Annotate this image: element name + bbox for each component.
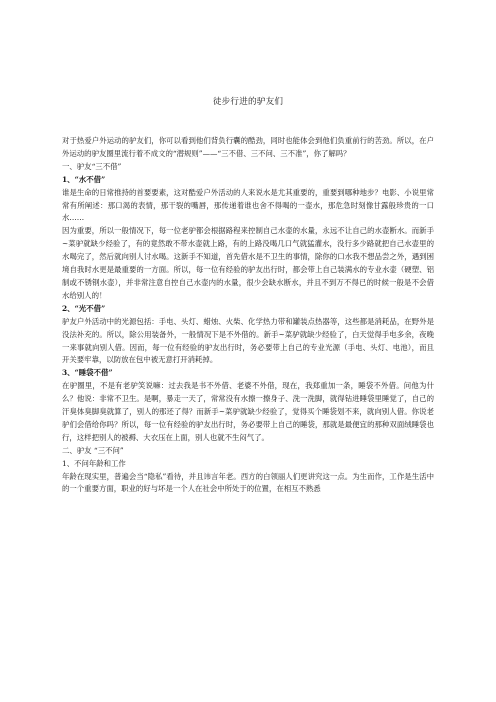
body-paragraph: 驴友户外活动中的光源包括：手电、头灯、蜡烛、火柴、化学热力带和罐装点热器等，这些都是消耗品，在野外是没法补充的。所以，除公用装备外，一般情况下是不外借的。新手~菜驴就缺少经验了，白天觉得手电多余，夜晚一来事就向别人借。因而，每一位有经验的驴友出行时，务必要带上自己的专业光源（手电、头灯、电池），而且开关要牢靠，以防放在包中被无意打开消耗掉。: [62, 316, 434, 365]
subsection-heading: 1、不问年龄和工作: [62, 458, 126, 468]
subsection-heading: 3、“睡袋不借”: [62, 368, 113, 378]
section-heading: 一、驴友“三不借”: [62, 161, 122, 171]
subsection-heading: 1、“水不借”: [62, 174, 106, 184]
body-paragraph: 在驴圈里，不是有老驴笑说嘛：过去我是书不外借、老婆不外借，现在，我郑重加一条，睡袋不外借。问他为什么？他说：非常不卫生。是啊，暴走一天了，常常没有水擦一擦身子、洗一洗脚，就得钻进睡袋里睡觉了，自己的汗臭体臭脚臭就算了，别人的那还了得？而新手~菜驴就缺少经验了，觉得买个睡袋划不来，就向别人借。你说老驴们会借给你吗？所以，每一位有经验的驴友出行时，务必要带上自己的睡袋，那就是最便宜的那种双面绒睡袋也行，这样把别人的被褥、大衣压在上面，别人也就不生闷气了。: [62, 381, 434, 442]
document-title: 徒步行进的驴友们: [212, 97, 284, 107]
body-paragraph: 因为重要，所以一般情况下，每一位老驴都会根据路程来控制自己水壶的水量，永远不让自己的水壶断水。而新手~菜驴就缺少经验了，有的竟然敢不带水壶就上路，有的上路没喝几口气就猛灌水，没行多少路就把自己水壶里的水喝完了，然后就向别人讨水喝。这新手不知道，首先借水是不卫生的事情，除你的口水我不想品尝之外，遇到困境自我时水更是最重要的一方面。所以，每一位有经验的驴友出行时，都会带上自己装满水的专业水壶（硬塑、铝制或不锈钢水壶），并非常注意自控自己水壶内的水量，很少会缺水断水，并且不到万不得已的时候一般是不会借水给别人的！: [62, 226, 434, 300]
section-heading: 二、驴友 “三不问”: [62, 445, 124, 455]
body-paragraph: 年龄在现实里，普遍会当“隐私”看待，并且讳言年老。西方的白领丽人们更讲究这一点。为生而作，工作是生活中的一个重要方面，职业的好与坏是一个人在社会中所处于的位置，在相互不熟悉: [62, 471, 434, 494]
subsection-heading: 2、“光不借”: [62, 303, 106, 313]
body-paragraph: 谁是生命的日常推持的首要要素，这对酷爱户外活动的人来说水是尤其重要的，重要到哪种地步？电影、小说里常常有所阐述：那口渴的表情，那干裂的嘴唇，那传递着谁也舍不得喝的一壶水，那危急时刻像甘露般珍贵的一口水……: [62, 187, 434, 223]
document-body: [62, 135, 434, 496]
intro-paragraph: 对于热爱户外运动的驴友们，你可以看到他们背负行囊的酷劲，同时也能体会到他们负重前行的苦劲。所以，在户外运动的驴友圈里流行着不成文的“潜规则”——“三不借、三不问、三不准”，你了解吗？: [62, 136, 434, 158]
